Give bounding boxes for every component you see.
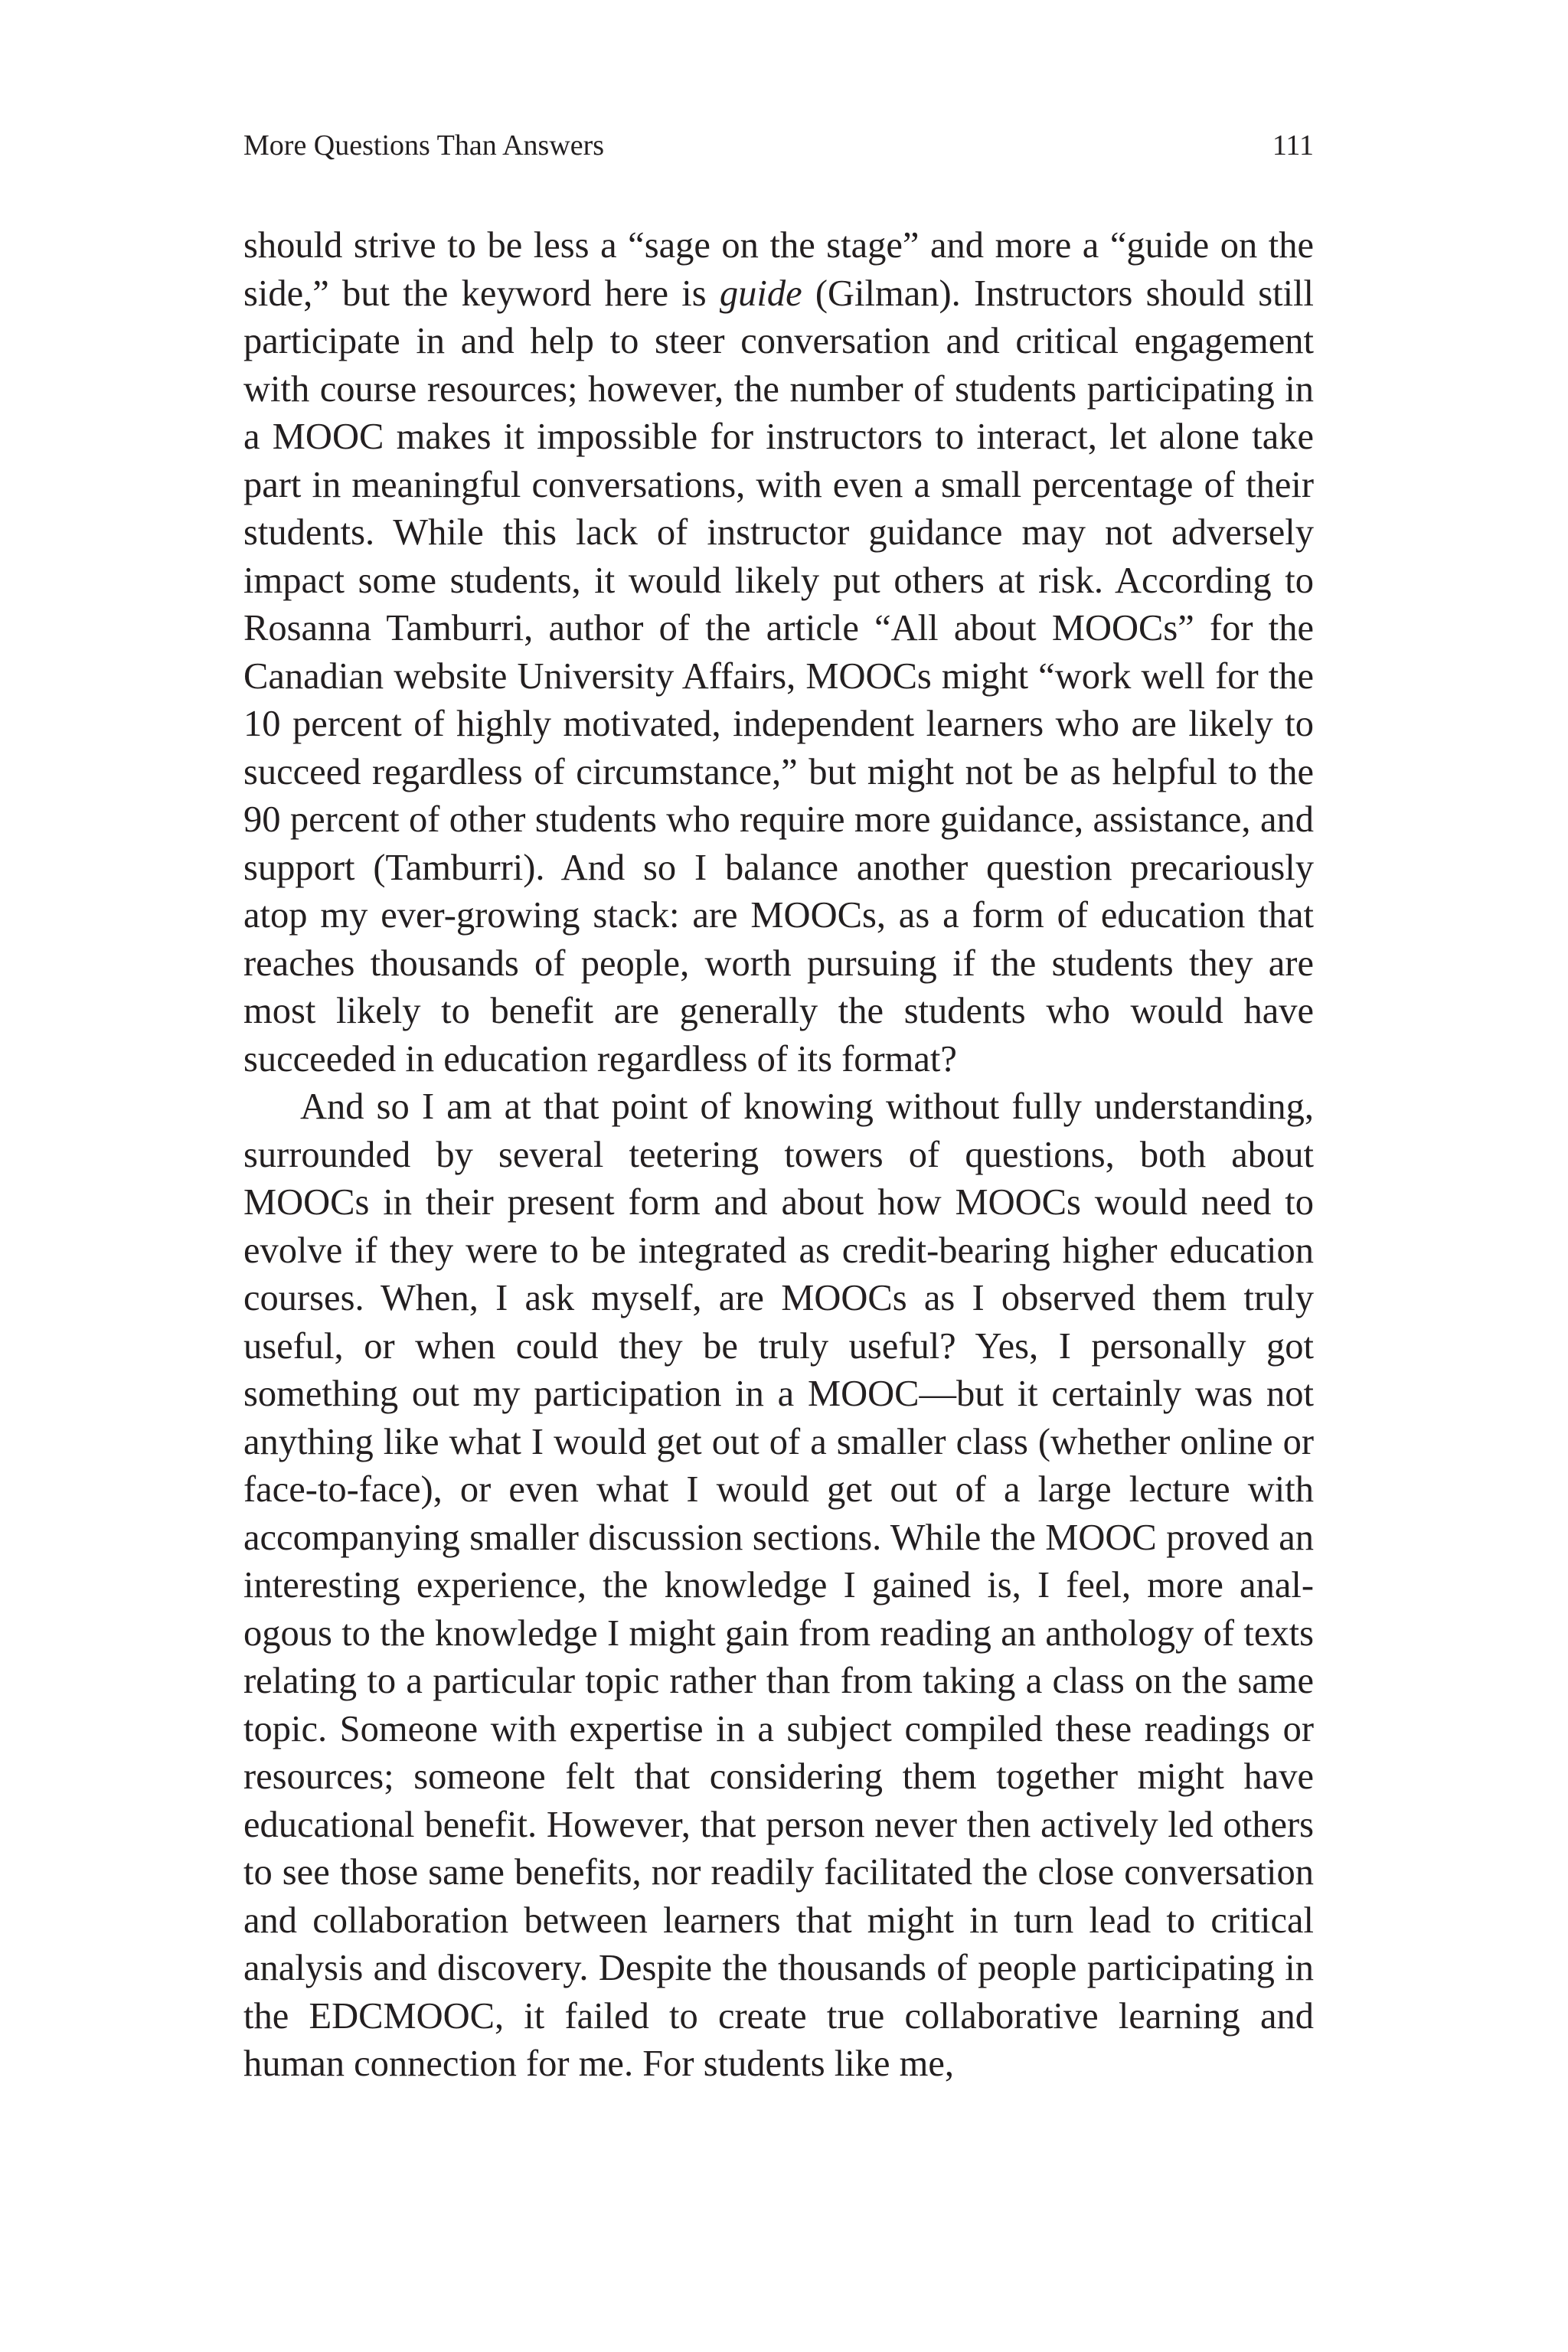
page-number: 111 xyxy=(1272,129,1314,162)
running-title: More Questions Than Answers xyxy=(243,129,605,162)
paragraph: And so I am at that point of knowing without fully understanding, surrounded by several teetering towers of questions, both about MOOCs in their present form and about how MOOCs would need to evolve if they were to be integrated as credit-bearing higher education courses. When, I ask myself, are MOOCs as I observed them truly useful, or when could they be truly useful? Yes, I personally got something out my participation in a MOOC—but it certainly was not anything like what I would get out of a smaller class (whether online or face-to-face), or even what I would get out of a large lecture with accompanying smaller discussion sections. While the MOOC proved an interesting experience, the knowledge I gained is, I feel, more analogous to the knowledge I might gain from reading an anthology of texts relating to a particular topic rather than from taking a class on the same topic. Someone with expertise in a subject compiled these readings or resources; someone felt that considering them together might have educational benefit. However, that person never then actively led others to see those same benefits, nor readily facilitated the close conversation and collaboration between learners that might in turn lead to critical analysis and discovery. Despite the thousands of people participating in the EDCMOOC, it failed to create true collaborative learning and human connection for me. For students like me, xyxy=(243,1086,1314,2084)
running-header xyxy=(243,126,1314,165)
paragraph-continued xyxy=(243,222,1314,1083)
paragraph-text: should strive to be less a “sage on the stage” and more a “guide on the side,” but the keyword here is xyxy=(243,225,1314,314)
paragraph-text: (Gilman). Instructors should still participate in and help to steer conversation and critical engagement with course resources; however, the number of students participating in a MOOC makes it impossible for instructors to interact, let alone take part in meaningful conversations, with even a small percentage of their students. While this lack of instructor guidance may not adversely impact some students, it would likely put others at risk. According to Rosanna Tamburri, author of the article “All about MOOCs” for the Canadian website University Affairs, MOOCs might “work well for the 10 percent of highly motivated, independent learners who are likely to succeed regardless of circumstance,” but might not be as helpful to the 90 percent of other students who require more guidance, assistance, and support (Tamburri). And so I balance another question precariously atop my ever-growing stack: are MOOCs, as a form of education that reaches thousands of people, worth pursuing if the students they are most likely to benefit are generally the students who would have succeeded in education regardless of its format? xyxy=(243,273,1314,1080)
body-text xyxy=(243,222,1314,2089)
emphasized-word: guide xyxy=(719,273,802,314)
